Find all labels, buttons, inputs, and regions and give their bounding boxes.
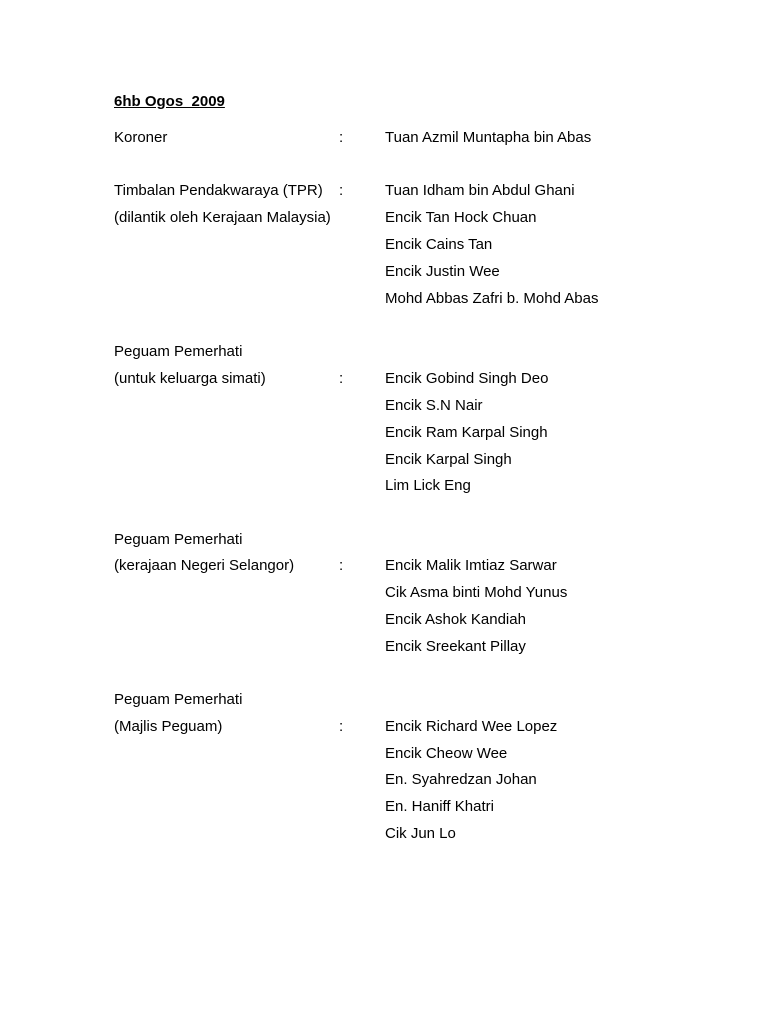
person-name: Encik Ashok Kandiah: [385, 611, 526, 628]
role-sublabel: (kerajaan Negeri Selangor): [114, 557, 295, 574]
person-name: Encik Sreekant Pillay: [385, 638, 526, 655]
person-name: Encik Gobind Singh Deo: [385, 370, 549, 387]
person-name: En. Syahredzan Johan: [385, 771, 537, 788]
person-name: Encik Justin Wee: [385, 263, 500, 280]
role-sublabel: (Majlis Peguam): [114, 718, 223, 735]
role-label: Peguam Pemerhati: [114, 531, 243, 548]
document-date: 6hb Ogos 2009: [114, 93, 225, 110]
colon-separator: :: [339, 557, 344, 574]
role-sublabel: (dilantik oleh Kerajaan Malaysia): [114, 209, 331, 226]
role-label: Peguam Pemerhati: [114, 343, 243, 360]
person-name: Cik Asma binti Mohd Yunus: [385, 584, 568, 601]
person-name: Encik Malik Imtiaz Sarwar: [385, 557, 557, 574]
person-name: Encik Cheow Wee: [385, 745, 508, 762]
person-name: Lim Lick Eng: [385, 477, 471, 494]
person-name: Mohd Abbas Zafri b. Mohd Abas: [385, 290, 599, 307]
person-name: En. Haniff Khatri: [385, 798, 494, 815]
role-label: Koroner: [114, 129, 168, 146]
person-name: Encik S.N Nair: [385, 397, 483, 414]
colon-separator: :: [339, 718, 344, 735]
colon-separator: :: [339, 129, 344, 146]
colon-separator: :: [339, 370, 344, 387]
person-name: Encik Cains Tan: [385, 236, 493, 253]
person-name: Encik Karpal Singh: [385, 451, 512, 468]
colon-separator: :: [339, 182, 344, 199]
person-name: Tuan Idham bin Abdul Ghani: [385, 182, 575, 199]
role-label: Peguam Pemerhati: [114, 691, 243, 708]
role-label: Timbalan Pendakwaraya (TPR): [114, 182, 323, 199]
person-name: Tuan Azmil Muntapha bin Abas: [385, 129, 592, 146]
person-name: Cik Jun Lo: [385, 825, 456, 842]
person-name: Encik Ram Karpal Singh: [385, 424, 548, 441]
person-name: Encik Tan Hock Chuan: [385, 209, 537, 226]
role-sublabel: (untuk keluarga simati): [114, 370, 266, 387]
person-name: Encik Richard Wee Lopez: [385, 718, 558, 735]
